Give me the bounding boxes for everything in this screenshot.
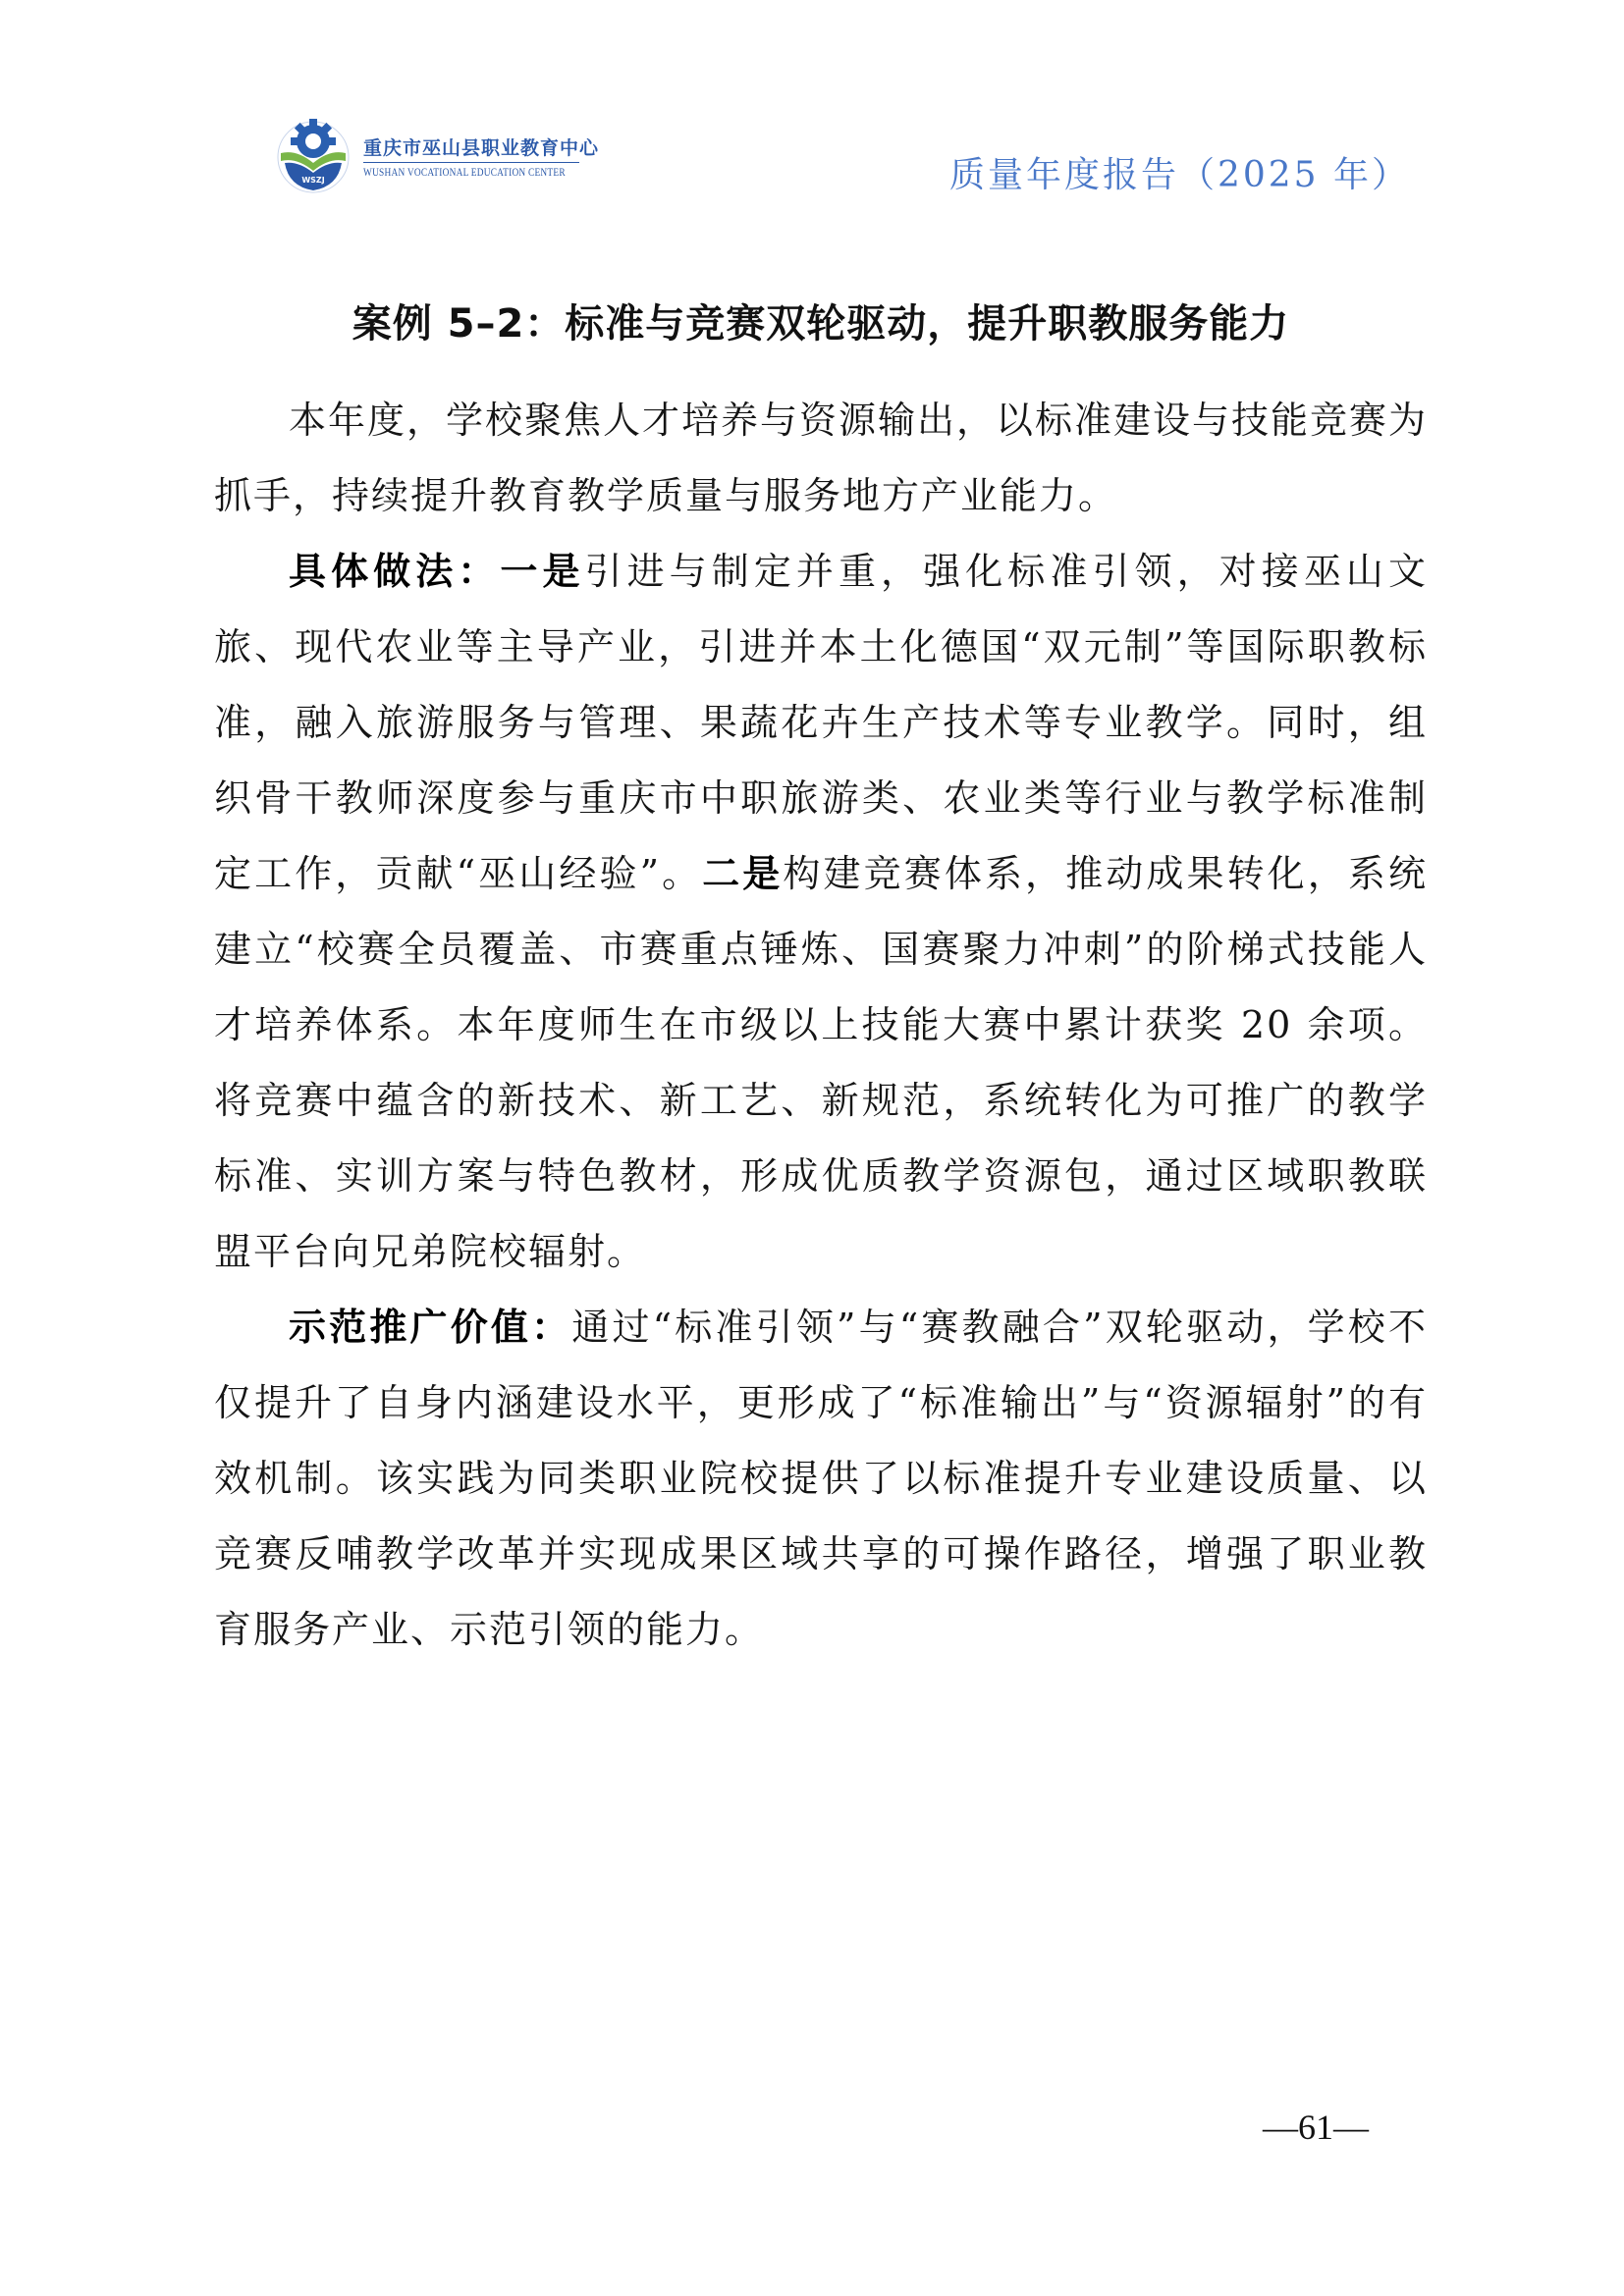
report-title: 质量年度报告（2025 年） <box>948 155 1410 195</box>
svg-text:WSZJ: WSZJ <box>301 176 325 185</box>
school-logo <box>273 114 600 194</box>
practice-paragraph <box>214 534 1428 1290</box>
paragraph-text: 引进与制定并重，强化标准引领，对接巫山文旅、现代农业等主导产业，引进并本土化德国“双元制”等国际职教标准，融入旅游服务与管理、果蔬花卉生产技术等专业教学。同时，组织骨干教师深度参与重庆市中职旅游类、农业类等行业与教学标准制定工作，贡献“巫山经验”。 <box>214 550 1428 895</box>
paragraph-text: 通过“标准引领”与“赛教融合”双轮驱动，学校不仅提升了自身内涵建设水平，更形成了“标准输出”与“资源辐射”的有效机制。该实践为同类职业院校提供了以标准提升专业建设质量、以竞赛反哺教学改革并实现成果区域共享的可操作路径，增强了职业教育服务产业、示范引领的能力。 <box>214 1306 1428 1651</box>
page-number: —61— <box>1263 2108 1369 2147</box>
value-lead-label: 示范推广价值： <box>289 1306 572 1349</box>
school-name-en: WUSHAN VOCATIONAL EDUCATION CENTER <box>363 165 566 179</box>
practice-lead-label: 具体做法：一是 <box>289 550 585 593</box>
page-header <box>0 0 1624 216</box>
paragraph-text: 构建竞赛体系，推动成果转化，系统建立“校赛全员覆盖、市赛重点锤炼、国赛聚力冲刺”的阶梯式技能人才培养体系。本年度师生在市级以上技能大赛中累计获奖 20 余项。将竞赛中蕴含的新技术、新工艺、新规范，系统转化为可推广的教学标准、实训方案与特色教材，形成优质教学资源包，通过区域职教联盟平台向兄弟院校辐射。 <box>214 852 1428 1273</box>
school-name-cn: 重庆市巫山县职业教育中心 <box>363 137 600 159</box>
article-body <box>214 294 1428 1668</box>
value-paragraph <box>214 1290 1428 1668</box>
gear-book-emblem-icon <box>273 114 353 194</box>
intro-paragraph <box>214 383 1428 534</box>
paragraph-text: 本年度，学校聚焦人才培养与资源输出，以标准建设与技能竞赛为抓手，持续提升教育教学质量与服务地方产业能力。 <box>214 399 1429 517</box>
logo-divider <box>363 162 579 163</box>
second-point-label: 二是 <box>702 852 784 895</box>
case-title: 案例 5–2：标准与竞赛双轮驱动，提升职教服务能力 <box>352 301 1290 347</box>
